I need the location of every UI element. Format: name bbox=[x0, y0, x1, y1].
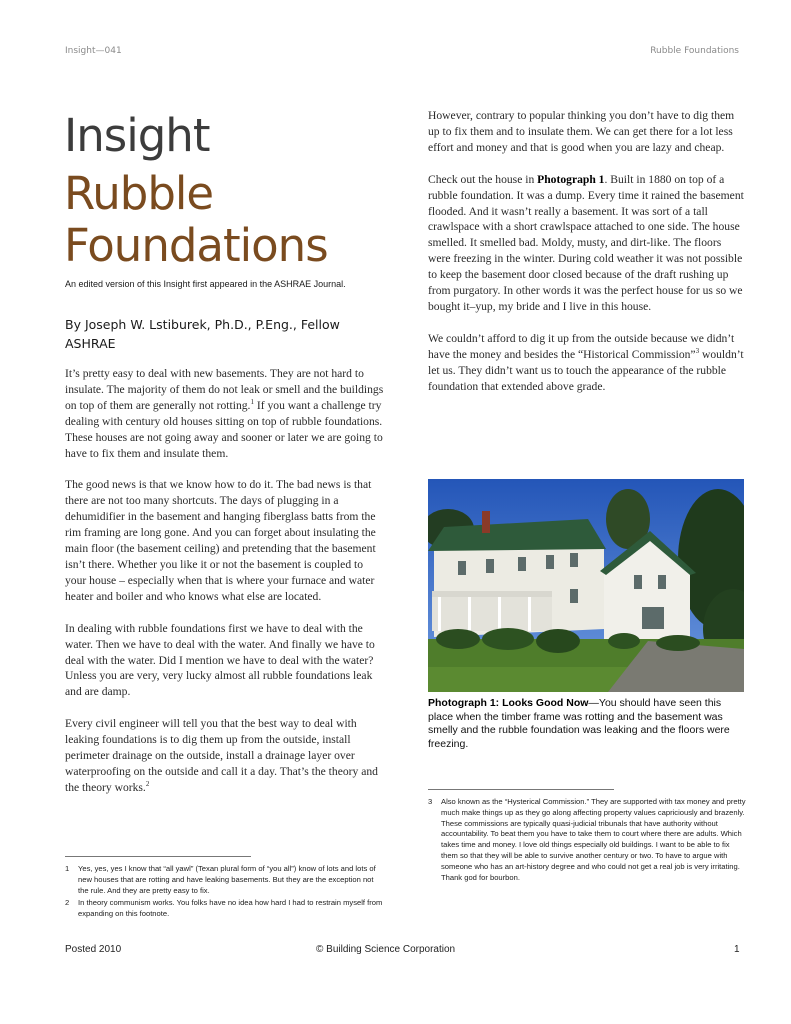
photo-caption bbox=[428, 697, 746, 751]
footnote-divider-right bbox=[428, 789, 614, 790]
paragraph-6-text-b: . Built in 1880 on top of a rubble foundation. It was a dump. Every time it rained the basement flooded. And it wasn’t really a basement. It was sort of a tall crawlspace with a short crawlspace attached to one side. The house smelled. It smelled bad. Moldy, musty, and dirt-like. The floors were freezing in the winter. During cold weather it was not possible to keep the basement door closed because of the draft rushing up from purgatory. In other words it was the perfect house for us so we bought it–yup, my bride and I live in this house. bbox=[428, 172, 744, 313]
footnote-2-number: 2 bbox=[65, 898, 70, 907]
left-column bbox=[65, 366, 385, 812]
edited-version-note: An edited version of this Insight first appeared in the ASHRAE Journal. bbox=[65, 279, 346, 289]
paragraph-5: However, contrary to popular thinking you don’t have to dig them up to fix them and to insulate them. We can get there for a lot less effort and money and that is good when you are lazy and cheap. bbox=[428, 109, 735, 154]
paragraph-2: The good news is that we know how to do it. The bad news is that there are not too many shortcuts. The days of plugging in a dehumidifier in the basement and hanging fiberglass batts from the rim framing are long gone. And you can forget about insulating the main floor (the basement ceiling) and pretending that the basement isn’t there. Whether you like it or not the basement is coupled to your house – especially when that is where your furnace and water heater and boiler and who knows what else are located. bbox=[65, 478, 376, 603]
paragraph-6-text-a: Check out the house in bbox=[428, 172, 538, 186]
footnote-2-text: In theory communism works. You folks have no idea how hard I had to restrain myself from expanding on this footnote. bbox=[78, 898, 383, 918]
photo-caption-text: —You should have seen this place when the timber frame was rotting and the basement was smelly and the rubble foundation was leaking and the floors were freezing. bbox=[428, 697, 730, 750]
footnote-1-text: Yes, yes, yes I know that “all yawl” (Texan plural form of “you all”) know of lots and lots of new houses that are rotting and have leaking basements. But they are the exception not the rule. And they are pretty easy to fix. bbox=[78, 864, 376, 895]
running-header-right: Rubble Foundations bbox=[650, 46, 739, 56]
paragraph-4-text: Every civil engineer will tell you that the best way to deal with leaking foundations is to dig them up from the outside, install perimeter drainage on the outside, install a drainage layer over waterproofing on the outside and call it a day. That’s the theory and the theory works. bbox=[65, 717, 378, 794]
running-header-left: Insight—041 bbox=[65, 46, 122, 56]
footnote-1 bbox=[65, 864, 385, 896]
photograph-reference: Photograph 1 bbox=[537, 172, 605, 186]
author-byline: By Joseph W. Lstiburek, Ph.D., P.Eng., Fellow ASHRAE bbox=[65, 317, 340, 351]
footnote-2 bbox=[65, 898, 385, 920]
page-number: 1 bbox=[734, 944, 740, 955]
paragraph-1-text-a: It’s pretty easy to deal with new basements. They are not hard to insulate. The majority of them do not leak or smell and the buildings on top of them are generally not rotting. bbox=[65, 367, 384, 412]
paragraph-4 bbox=[65, 716, 385, 796]
title-rubble: Rubble bbox=[64, 167, 214, 220]
footer-posted: Posted 2010 bbox=[65, 944, 122, 955]
right-column bbox=[428, 108, 746, 411]
footnote-3-number: 3 bbox=[428, 797, 433, 806]
footnote-3 bbox=[428, 797, 746, 883]
paragraph-7-text-b: wouldn’t let us. They didn’t want us to touch the appearance of the rubble foundation that extended above grade. bbox=[428, 347, 744, 393]
paragraph-3: In dealing with rubble foundations first we have to deal with the water. Then we have to deal with the water. And finally we have to deal with the water. Did I mention we have to deal with the water? Unless you are very, very lucky almost all rubble foundations leak and are damp. bbox=[65, 621, 375, 699]
footnote-ref-3: 3 bbox=[695, 346, 700, 355]
paragraph-7 bbox=[428, 331, 746, 395]
title-insight: Insight bbox=[64, 109, 210, 162]
photo-caption-title: Photograph 1: Looks Good Now bbox=[428, 697, 589, 709]
paragraph-6 bbox=[428, 172, 746, 315]
paragraph-1-text-b: If you want a challenge try dealing with century old houses sitting on top of rubble foundations. These houses are not going away and sooner or later we are going to have to fix them and insulate them. bbox=[65, 398, 383, 460]
paragraph-7-text-a: We couldn’t afford to dig it up from the outside because we didn’t have the money and besides the “Historical Commission” bbox=[428, 331, 735, 361]
footnote-ref-2: 2 bbox=[145, 779, 150, 788]
footnote-3-text: Also known as the “Hysterical Commission.” They are supported with tax money and pretty much make things up as they go along affecting property values capriciously and brazenly. These commissions are typically quasi-judicial tribunals that have authority without accountability. To beat them you have to take them to court where there are adults. Which takes time and money. I love old things especially old buildings. I want to be able to fix them so that they will be able to survive another century or two. To have to argue with someone who has an art-history degree and who could not get a real job is very irritating. Thank god for bourbon. bbox=[441, 797, 746, 882]
footer-copyright: © Building Science Corporation bbox=[316, 944, 456, 955]
paragraph-1 bbox=[65, 366, 385, 461]
footnote-ref-1: 1 bbox=[250, 397, 254, 406]
footnote-divider-left bbox=[65, 856, 251, 857]
title-foundations: Foundations bbox=[64, 219, 328, 272]
footnote-1-number: 1 bbox=[65, 864, 70, 873]
house-photograph bbox=[428, 479, 744, 692]
